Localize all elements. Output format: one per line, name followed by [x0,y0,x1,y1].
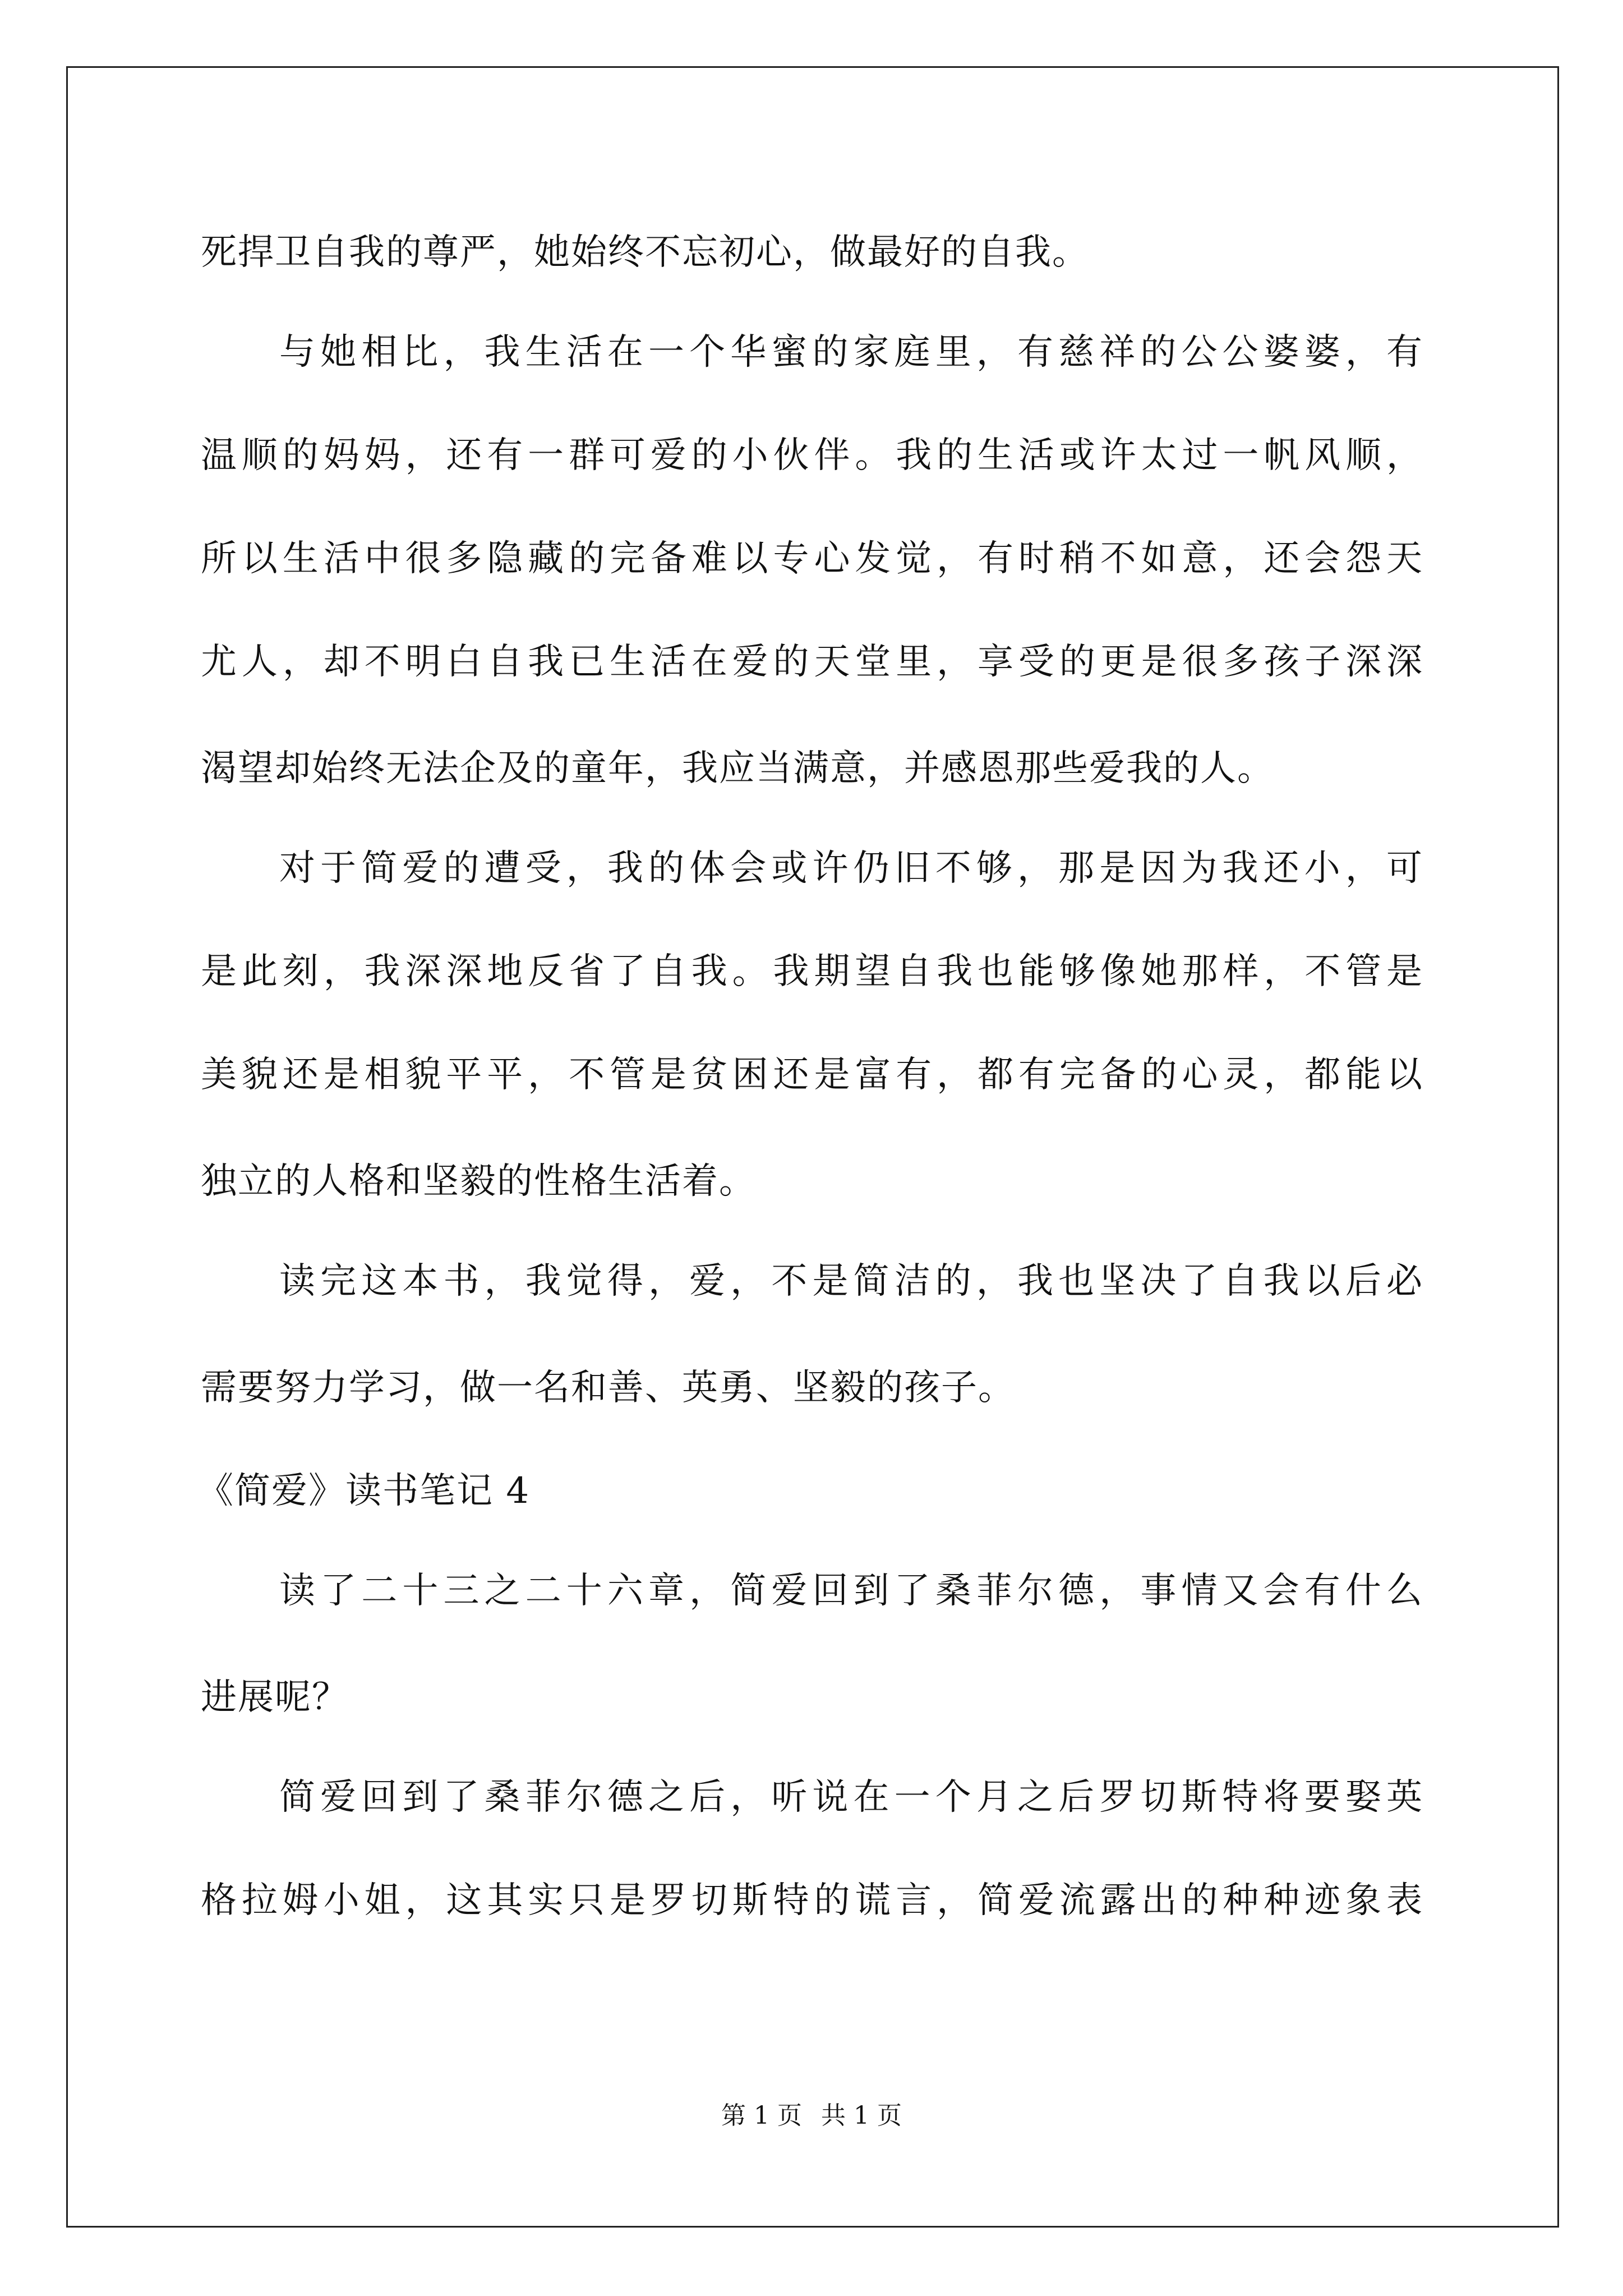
text-line: 进展呢？ [201,1677,349,1718]
text-line: 死捍卫自我的尊严，她始终不忘初心，做最好的自我。 [201,232,1089,273]
text-line: 是此刻，我深深地反省了自我。我期望自我也能够像她那样，不管是 [201,951,1423,992]
page-total: 共 1 页 [821,2101,902,2130]
text-line: 独立的人格和坚毅的性格生活着。 [201,1161,756,1202]
page-footer [0,2095,1623,2131]
document-body [197,197,1423,1952]
text-line: 美貌还是相貌平平，不管是贫困还是富有，都有完备的心灵，都能以 [201,1054,1423,1096]
text-line: 读了二十三之二十六章，简爱回到了桑菲尔德，事情又会有什么 [279,1570,1423,1612]
text-line: 读完这本书，我觉得，爱，不是简洁的，我也坚决了自我以后必 [279,1260,1423,1302]
text-line: 格拉姆小姐，这其实只是罗切斯特的谎言，简爱流露出的种种迹象表 [201,1880,1423,1921]
text-line: 对于简爱的遭受，我的体会或许仍旧不够，那是因为我还小，可 [279,848,1423,889]
text-line: 需要努力学习，做一名和善、英勇、坚毅的孩子。 [201,1367,1015,1409]
page-number: 第 1 页 [721,2101,802,2130]
text-line: 温顺的妈妈，还有一群可爱的小伙伴。我的生活或许太过一帆风顺， [201,435,1423,476]
text-line: 简爱回到了桑菲尔德之后，听说在一个月之后罗切斯特将要娶英 [279,1777,1423,1818]
text-line: 与她相比，我生活在一个华蜜的家庭里，有慈祥的公公婆婆，有 [279,332,1423,373]
text-line: 渴望却始终无法企及的童年，我应当满意，并感恩那些爱我的人。 [201,748,1274,789]
section-heading: 《简爱》读书笔记 4 [197,1470,531,1512]
text-line: 尤人，却不明白自我已生活在爱的天堂里，享受的更是很多孩子深深 [201,641,1423,683]
text-line: 所以生活中很多隐藏的完备难以专心发觉，有时稍不如意，还会怨天 [201,538,1423,579]
